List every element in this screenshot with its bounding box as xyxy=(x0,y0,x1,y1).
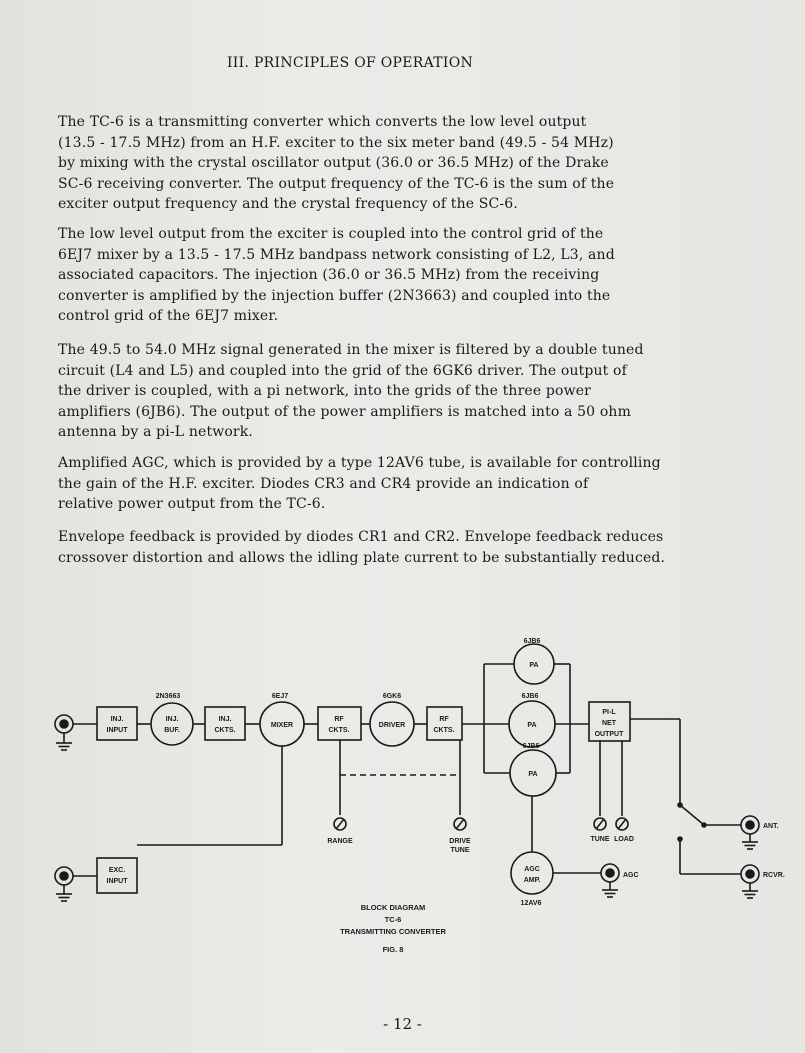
pi-l-label-3: OUTPUT xyxy=(594,731,624,738)
caption-line-3: TRANSMITTING CONVERTER xyxy=(340,927,446,936)
paragraph-feedback: Envelope feedback is provided by diodes CR1 and CR2. Envelope feedback reduces crossover distortion and allows the idling plate current to be substantially reduced. xyxy=(58,529,666,566)
section-heading: III. PRINCIPLES OF OPERATION xyxy=(226,55,474,71)
agc-amp-circle xyxy=(511,852,553,894)
caption-line-1: BLOCK DIAGRAM xyxy=(360,903,426,912)
paragraph-overview: The TC-6 is a transmitting converter which converts the low level output (13.5 - 17.5 MHz) from an H.F. exciter to the six meter band (49.5 - 54 MHz) by mixing with the crystal oscillator output (36.0 or 36.5 MHz) of the Drake SC-6 receiving converter. The output frequency of the TC-6 is the sum of the exciter output frequency and the crystal frequency of the SC-6. xyxy=(58,114,615,212)
rf-ckts-2-label-2: CKTS. xyxy=(433,727,455,734)
ant-label: ANT. xyxy=(763,823,779,830)
caption-line-2: TC-6 xyxy=(384,915,402,924)
rf-ckts-1-label-2: CKTS. xyxy=(328,727,350,734)
pa-label-2: PA xyxy=(527,722,537,729)
pa-tube-2: 6JB6 xyxy=(521,693,539,700)
pi-l-label-2: NET xyxy=(602,720,616,727)
pi-l-label-1: PI-L xyxy=(602,709,616,716)
drive-tune-label-2: TUNE xyxy=(450,847,470,854)
paragraph-driver-pa: The 49.5 to 54.0 MHz signal generated in the mixer is filtered by a double tuned circuit (L4 and L5) and coupled into the grid of the 6GK6 driver. The output of the driver is coupled, with a pi network, into the grids of the three power amplifiers (6JB6). The output of the power amplifiers is matched into a 50 ohm antenna by a pi-L network. xyxy=(58,342,644,440)
inj-input-label-1: INJ. xyxy=(110,716,124,723)
agc-out-label: AGC xyxy=(623,872,639,879)
pa-label-1: PA xyxy=(529,662,539,669)
rf-ckts-1-box xyxy=(318,707,361,740)
load-label: LOAD xyxy=(614,836,634,843)
agc-amp-label-2: AMP. xyxy=(523,877,541,884)
range-label: RANGE xyxy=(327,838,353,845)
drive-tune-label-1: DRIVE xyxy=(449,838,471,845)
page-number: - 12 - xyxy=(383,1015,422,1033)
rf-ckts-2-label-1: RF xyxy=(439,716,449,723)
paragraph-mixer-input: The low level output from the exciter is coupled into the control grid of the 6EJ7 mixer by a 13.5 - 17.5 MHz bandpass network consisting of L2, L3, and associated capacitors. The injection (36.0 or 36.5 MHz) from the receiving converter is amplified by the injection buffer (2N3663) and coupled into the control grid of the 6EJ7 mixer. xyxy=(58,226,615,324)
paragraph-agc: Amplified AGC, which is provided by a type 12AV6 tube, is available for controlling the gain of the H.F. exciter. Diodes CR3 and CR4 provide an indication of relative power output from the TC-6. xyxy=(58,455,661,512)
rf-ckts-2-box xyxy=(427,707,462,740)
pa-tube-3: 6JB6 xyxy=(522,743,540,750)
block-diagram xyxy=(0,630,805,960)
inj-buf-circle xyxy=(151,703,193,745)
figure-number: FIG. 8 xyxy=(382,945,404,954)
inj-input-box xyxy=(97,707,137,740)
exc-input-label-1: EXC. xyxy=(108,867,126,874)
mixer-label: MIXER xyxy=(270,722,294,729)
pa-tube-1: 6JB6 xyxy=(523,638,541,645)
agc-tube: 12AV6 xyxy=(520,900,542,907)
inj-ckts-label-1: INJ. xyxy=(218,716,232,723)
inj-input-label-2: INPUT xyxy=(106,727,128,734)
inj-buf-label-1: INJ. xyxy=(165,716,179,723)
exc-input-box xyxy=(97,858,137,893)
inj-ckts-box xyxy=(205,707,245,740)
inj-buf-tube: 2N3663 xyxy=(155,693,181,700)
rcvr-label: RCVR. xyxy=(763,872,785,879)
rf-ckts-1-label-1: RF xyxy=(334,716,344,723)
inj-ckts-label-2: CKTS. xyxy=(214,727,236,734)
mixer-tube: 6EJ7 xyxy=(271,693,289,700)
driver-tube: 6GK6 xyxy=(382,693,402,700)
inj-buf-label-2: BUF. xyxy=(164,727,180,734)
agc-amp-label-1: AGC xyxy=(524,866,540,873)
tune-label: TUNE xyxy=(590,836,610,843)
pa-label-3: PA xyxy=(528,771,538,778)
driver-label: DRIVER xyxy=(378,722,406,729)
exc-input-label-2: INPUT xyxy=(106,878,128,885)
